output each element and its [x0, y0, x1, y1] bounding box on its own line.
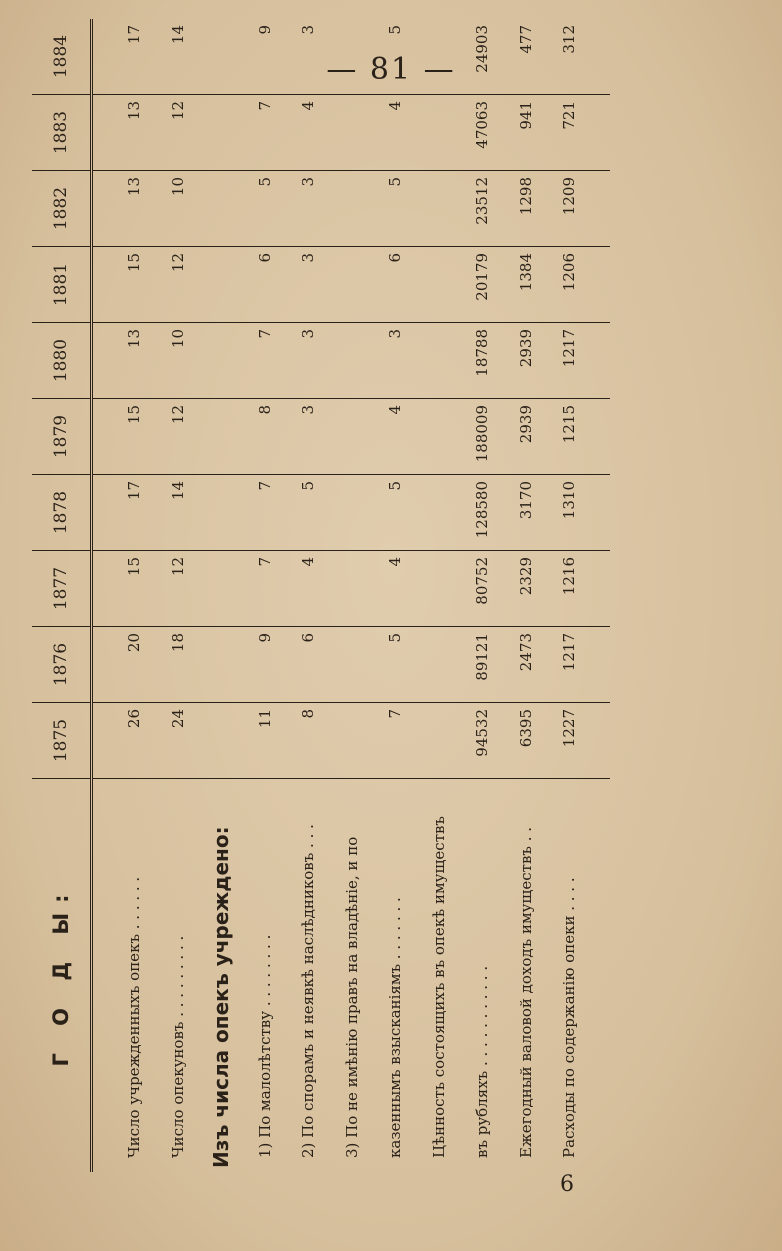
table-cell: 5	[373, 475, 416, 551]
table-cell: 7	[243, 323, 286, 399]
table-cell: 1217	[547, 627, 590, 703]
table-cell: 15	[113, 247, 156, 323]
table-row	[547, 19, 590, 1172]
table-cell: 26	[113, 703, 156, 779]
table-cell: 4	[373, 551, 416, 627]
table-cell	[330, 247, 373, 323]
table-cell	[200, 399, 243, 475]
table-cell: 10	[156, 171, 199, 247]
table-cell: 7	[243, 95, 286, 171]
table-cell: 10	[156, 323, 199, 399]
table-cell: 23512	[460, 171, 503, 247]
table-cell: 12	[156, 95, 199, 171]
table-cell	[330, 475, 373, 551]
table-body	[92, 19, 611, 1172]
table-cell: 6	[243, 247, 286, 323]
year-header: 1882	[32, 171, 92, 247]
row-label: 2) По спорамъ и неявкѣ наслѣдниковъ . . .	[299, 824, 318, 1158]
table-cell: 24	[156, 703, 199, 779]
table-cell: 1384	[504, 247, 547, 323]
year-header-row	[32, 19, 92, 1172]
table-cell: 941	[504, 95, 547, 171]
table-cell: 4	[287, 551, 330, 627]
table-cell: 7	[373, 703, 416, 779]
table-cell	[200, 19, 243, 95]
year-header: 1877	[32, 551, 92, 627]
table-cell: 14	[156, 19, 199, 95]
table-cell	[330, 399, 373, 475]
table-cell: 13	[113, 95, 156, 171]
year-header: 1879	[32, 399, 92, 475]
table-cell: 18	[156, 627, 199, 703]
table-cell: 14	[156, 475, 199, 551]
row-label: въ рубляхъ . . . . . . . . . . .	[473, 965, 492, 1158]
table-cell: 47063	[460, 95, 503, 171]
year-header: 1875	[32, 703, 92, 779]
year-header: 1876	[32, 627, 92, 703]
table-cell: 4	[373, 399, 416, 475]
row-label: Расходы по содержанію опеки . . . .	[560, 877, 579, 1158]
table-cell	[200, 475, 243, 551]
year-header: 1881	[32, 247, 92, 323]
table-cell	[200, 703, 243, 779]
table-cell	[330, 95, 373, 171]
table-cell: 12	[156, 551, 199, 627]
table-cell	[417, 627, 460, 703]
table-cell	[417, 247, 460, 323]
years-header-label: Г О Д Ы:	[32, 779, 92, 1173]
table-cell: 8	[287, 703, 330, 779]
table-cell: 8	[243, 399, 286, 475]
page-number: — 81 —	[326, 52, 456, 87]
table-cell: 477	[504, 19, 547, 95]
table-cell: 5	[287, 475, 330, 551]
table-cell: 3	[287, 323, 330, 399]
table-cell: 128580	[460, 475, 503, 551]
table-row	[504, 19, 547, 1172]
table-cell: 80752	[460, 551, 503, 627]
table-cell	[417, 171, 460, 247]
table-cell: 12	[156, 399, 199, 475]
table-cell: 3170	[504, 475, 547, 551]
table-cell	[200, 95, 243, 171]
table-row	[243, 19, 286, 1172]
table-cell	[200, 627, 243, 703]
table-cell	[200, 323, 243, 399]
row-label: 1) По малолѣтству . . . . . . . .	[255, 934, 274, 1158]
table-cell: 1310	[547, 475, 590, 551]
table-cell: 13	[113, 171, 156, 247]
table-cell: 312	[547, 19, 590, 95]
table-cell: 11	[243, 703, 286, 779]
table-cell: 6395	[504, 703, 547, 779]
table-cell: 2473	[504, 627, 547, 703]
table-cell: 94532	[460, 703, 503, 779]
row-label: 3) По не имѣнію правъ на владѣніе, и по	[342, 836, 361, 1158]
table-cell: 7	[243, 475, 286, 551]
table-cell: 3	[373, 323, 416, 399]
table-cell	[417, 95, 460, 171]
row-label: Число опекуновъ . . . . . . . . .	[168, 935, 187, 1158]
table-cell	[330, 171, 373, 247]
row-label: Изъ числа опекъ учреждено:	[209, 826, 234, 1168]
table-cell: 9	[243, 19, 286, 95]
table-cell: 15	[113, 399, 156, 475]
table-cell	[330, 323, 373, 399]
table-row	[460, 19, 503, 1172]
year-header: 1884	[32, 19, 92, 95]
table-cell: 89121	[460, 627, 503, 703]
table-cell: 4	[287, 95, 330, 171]
table-cell: 17	[113, 475, 156, 551]
table-cell: 2939	[504, 399, 547, 475]
table-cell: 1217	[547, 323, 590, 399]
table-cell: 20179	[460, 247, 503, 323]
rotated-statistics-table	[32, 25, 610, 1172]
table-cell: 5	[373, 627, 416, 703]
table-cell: 24903	[460, 19, 503, 95]
table-cell	[200, 171, 243, 247]
table-cell: 2329	[504, 551, 547, 627]
table-cell: 188009	[460, 399, 503, 475]
table-row	[417, 19, 460, 1172]
table-row	[156, 19, 199, 1172]
table-cell: 1206	[547, 247, 590, 323]
table-cell: 18788	[460, 323, 503, 399]
table-row	[200, 19, 243, 1172]
table-cell: 1209	[547, 171, 590, 247]
table-cell: 20	[113, 627, 156, 703]
table-cell: 3	[287, 247, 330, 323]
signature-mark: 6	[560, 1172, 574, 1197]
row-label: Цѣнность состоящихъ въ опекѣ имуществъ	[429, 816, 448, 1158]
table-cell: 6	[373, 247, 416, 323]
table-cell: 721	[547, 95, 590, 171]
table-row	[373, 19, 416, 1172]
table-cell	[417, 475, 460, 551]
table-cell: 1216	[547, 551, 590, 627]
table-cell: 6	[287, 627, 330, 703]
table-cell: 3	[287, 171, 330, 247]
table-cell	[417, 399, 460, 475]
table-cell	[330, 703, 373, 779]
table-cell: 5	[243, 171, 286, 247]
table-cell: 1227	[547, 703, 590, 779]
row-label: Число учрежденныхъ опекъ . . . . . .	[125, 876, 144, 1158]
table-cell: 3	[287, 399, 330, 475]
table-cell: 3	[287, 19, 330, 95]
table-cell: 7	[243, 551, 286, 627]
table-cell: 15	[113, 551, 156, 627]
guardianship-table	[32, 19, 610, 1172]
table-cell: 5	[373, 19, 416, 95]
table-cell	[417, 703, 460, 779]
table-cell: 12	[156, 247, 199, 323]
table-cell: 13	[113, 323, 156, 399]
row-label: Ежегодный валовой доходъ имуществъ . .	[516, 826, 535, 1158]
year-header: 1883	[32, 95, 92, 171]
table-cell	[330, 551, 373, 627]
table-cell: 9	[243, 627, 286, 703]
table-cell	[200, 247, 243, 323]
table-cell	[330, 19, 373, 95]
table-cell	[330, 627, 373, 703]
table-cell: 2939	[504, 323, 547, 399]
table-cell: 1215	[547, 399, 590, 475]
table-row	[113, 19, 156, 1172]
table-row	[287, 19, 330, 1172]
table-cell	[417, 19, 460, 95]
table-cell: 5	[373, 171, 416, 247]
table-cell: 4	[373, 95, 416, 171]
table-cell: 1298	[504, 171, 547, 247]
year-header: 1880	[32, 323, 92, 399]
table-cell	[417, 551, 460, 627]
table-cell	[417, 323, 460, 399]
table-row	[330, 19, 373, 1172]
row-label: казеннымъ взысканіямъ . . . . . . .	[386, 897, 405, 1158]
year-header: 1878	[32, 475, 92, 551]
table-cell	[200, 551, 243, 627]
table-cell: 17	[113, 19, 156, 95]
